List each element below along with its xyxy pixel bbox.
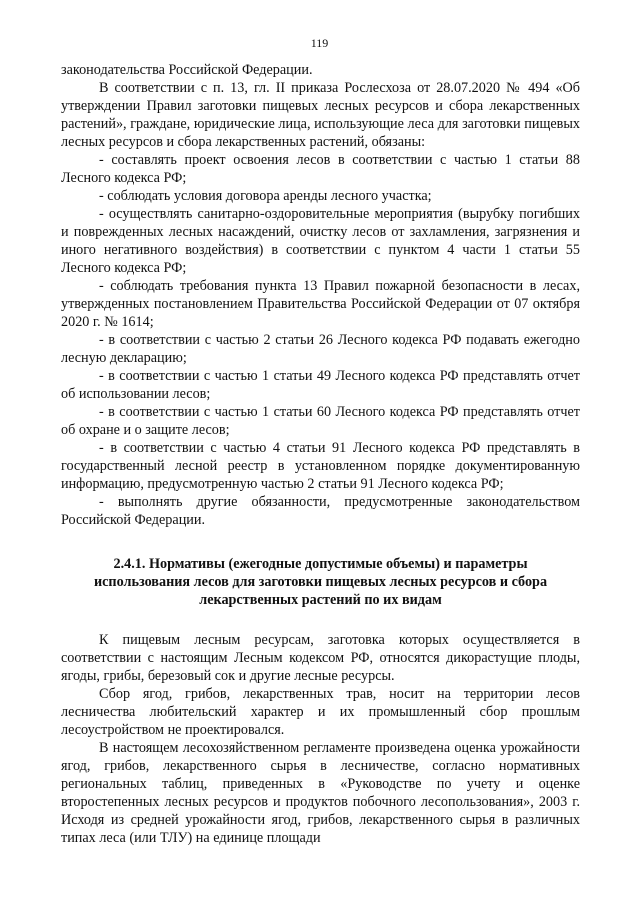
obligation-item: - в соответствии с частью 2 статьи 26 Лесного кодекса РФ подавать ежегодно лесную декларацию; xyxy=(61,332,580,366)
obligation-item: - соблюдать условия договора аренды лесного участка; xyxy=(99,188,432,204)
obligation-item: - соблюдать требования пункта 13 Правил пожарной безопасности в лесах, утвержденных постановлением Правительства Российской Федерации от 07 октября 2020 г. № 1614; xyxy=(61,278,580,330)
section-heading-line: 2.4.1. Нормативы (ежегодные допустимые объемы) и параметры xyxy=(113,556,528,572)
obligation-item: - в соответствии с частью 4 статьи 91 Лесного кодекса РФ представлять в государственный лесной реестр в установленном порядке документированную информацию, предусмотренную частью 2 статьи 91 Лесного кодекса РФ; xyxy=(61,440,580,492)
section-heading xyxy=(61,555,580,609)
document-body xyxy=(61,61,580,847)
obligation-item: - в соответствии с частью 1 статьи 60 Лесного кодекса РФ представлять отчет об охране и о защите лесов; xyxy=(61,404,580,438)
body-paragraph: В соответствии с п. 13, гл. II приказа Рослесхоза от 28.07.2020 № 494 «Об утверждении Правил заготовки пищевых лесных ресурсов и сбора лекарственных растений», граждане, юридические лица, использующие леса для заготовки пищевых лесных ресурсов и сбора лекарственных растений, обязаны: xyxy=(61,80,580,150)
obligation-item: - в соответствии с частью 1 статьи 49 Лесного кодекса РФ представлять отчет об использовании лесов; xyxy=(61,368,580,402)
section-heading-line: лекарственных растений по их видам xyxy=(199,592,442,608)
obligation-item: - осуществлять санитарно-оздоровительные мероприятия (вырубку погибших и поврежденных лесных насаждений, очистку лесов от захламления, загрязнения и иного негативного воздействия) в соответствии с пунктом 4 части 1 статьи 55 Лесного кодекса РФ; xyxy=(61,206,580,276)
obligation-item: - составлять проект освоения лесов в соответствии с частью 1 статьи 88 Лесного кодекса РФ; xyxy=(61,152,580,186)
body-paragraph: К пищевым лесным ресурсам, заготовка которых осуществляется в соответствии с настоящим Лесным кодексом РФ, относятся дикорастущие плоды, ягоды, грибы, березовый сок и другие лесные ресурсы. xyxy=(61,632,580,684)
body-paragraph: Сбор ягод, грибов, лекарственных трав, носит на территории лесов лесничества любительский характер и их промышленный сбор прошлым лесоустройством не проектировался. xyxy=(61,686,580,738)
body-paragraph: законодательства Российской Федерации. xyxy=(61,62,313,78)
section-heading-line: использования лесов для заготовки пищевых лесных ресурсов и сбора xyxy=(93,574,548,590)
body-paragraph: В настоящем лесохозяйственном регламенте произведена оценка урожайности ягод, грибов, лекарственного сырья в лесничестве, согласно нормативных региональных таблиц, приведенных в «Руководстве по учету и оценке второстепенных лесных ресурсов и продуктов побочного лесопользования», 2003 г. Исходя из средней урожайности ягод, грибов, лекарственного сырья в различных типах леса (или ТЛУ) на единице площади xyxy=(61,740,580,846)
obligations-section xyxy=(61,61,580,529)
resources-section xyxy=(61,631,580,847)
obligation-item: - выполнять другие обязанности, предусмотренные законодательством Российской Федерации. xyxy=(61,494,580,528)
page-number: 119 xyxy=(310,36,329,50)
